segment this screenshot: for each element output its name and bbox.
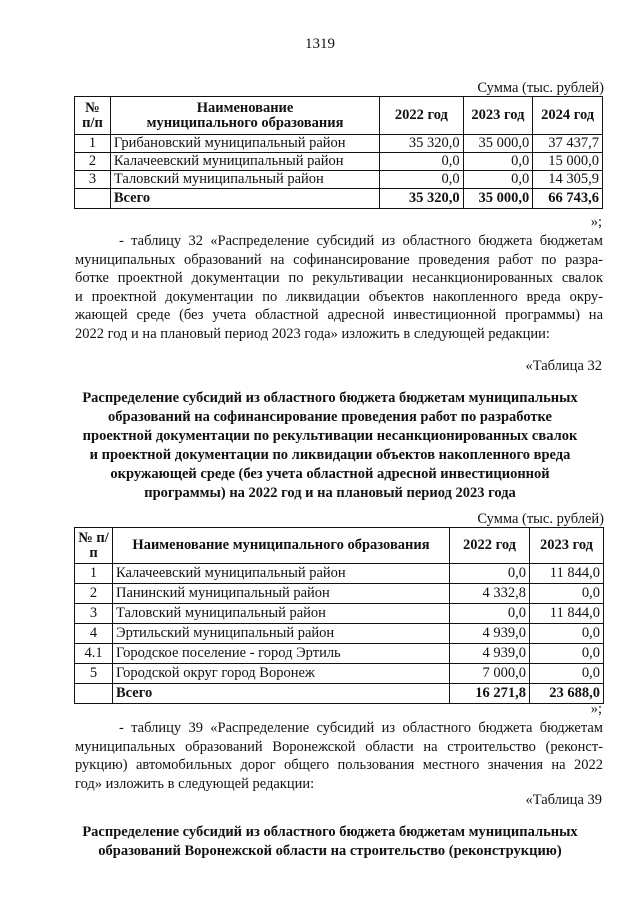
row-value-2023: 35 000,0 — [463, 135, 533, 153]
row-name: Калачеевский муниципальный район — [110, 153, 379, 171]
table-row — [75, 584, 604, 604]
paragraph-line: - таблицу 39 «Распределение субсидий из областного бюджета бюджетам — [119, 720, 603, 736]
paragraph-line: муниципальных образований на софинансирование проведения работ по разра- — [75, 251, 603, 268]
paragraph-table32-amendment — [75, 232, 603, 344]
table1-closing-quote: »; — [590, 214, 602, 230]
table-row — [75, 153, 603, 171]
row-num: 4.1 — [75, 644, 113, 664]
row-value-2023: 11 844,0 — [530, 604, 604, 624]
total-value-2023: 35 000,0 — [463, 189, 533, 209]
heading-line: программы) на 2022 год и на плановый период 2023 года — [144, 485, 516, 501]
row-value-2022: 0,0 — [450, 564, 530, 584]
table2-closing-quote: »; — [590, 701, 602, 717]
row-value-2024: 15 000,0 — [533, 153, 603, 171]
row-name: Эртильский муниципальный район — [113, 624, 450, 644]
table1-units-label: Сумма (тыс. рублей) — [477, 80, 604, 96]
row-name: Городской округ город Воронеж — [113, 664, 450, 684]
row-value-2023: 0,0 — [530, 584, 604, 604]
total-value-2024: 66 743,6 — [533, 189, 603, 209]
total-value-2022: 16 271,8 — [450, 684, 530, 704]
heading-line: образований на софинансирование проведения работ по разработке — [108, 409, 552, 425]
table2-header-2023: 2023 год — [530, 528, 604, 564]
row-num: 3 — [75, 171, 111, 189]
table-row — [75, 664, 604, 684]
row-name: Городское поселение - город Эртиль — [113, 644, 450, 664]
paragraph-line: год» изложить в следующей редакции: — [75, 775, 315, 792]
row-value-2022: 0,0 — [380, 171, 463, 189]
paragraph-line: рукцию) автомобильных дорог общего пользования местного значения на 2022 — [75, 757, 603, 774]
table32-label: «Таблица 32 — [525, 358, 602, 374]
table2-units-label: Сумма (тыс. рублей) — [477, 511, 604, 527]
heading-line: образований Воронежской области на строительство (реконструкцию) — [98, 843, 562, 859]
table39-heading — [60, 823, 600, 861]
row-num: 2 — [75, 584, 113, 604]
heading-line: окружающей среде (без учета областной адресной инвестиционной — [110, 466, 550, 482]
table2-header-2022: 2022 год — [450, 528, 530, 564]
paragraph-line: муниципальных образований Воронежской области на строительство (реконст- — [75, 738, 603, 755]
total-num — [75, 684, 113, 704]
table-row — [75, 135, 603, 153]
row-num: 1 — [75, 564, 113, 584]
row-num: 1 — [75, 135, 111, 153]
paragraph-line: и проектной документации по ликвидации объектов накопленного вреда окру- — [75, 288, 603, 305]
row-value-2022: 4 939,0 — [450, 644, 530, 664]
heading-line: Распределение субсидий из областного бюджета бюджетам муниципальных — [82, 824, 578, 840]
table1-header-2022: 2022 год — [380, 97, 463, 135]
table1-header-2023: 2023 год — [463, 97, 533, 135]
table1 — [74, 96, 603, 209]
row-value-2024: 14 305,9 — [533, 171, 603, 189]
row-value-2022: 4 939,0 — [450, 624, 530, 644]
table-row — [75, 171, 603, 189]
row-num: 5 — [75, 664, 113, 684]
table2-header-num: № п/п — [75, 528, 113, 564]
total-label: Всего — [113, 684, 450, 704]
table-row — [75, 564, 604, 584]
heading-line: и проектной документации по ликвидации объектов накопленного вреда — [89, 447, 571, 463]
row-value-2022: 0,0 — [450, 604, 530, 624]
table2 — [74, 527, 604, 704]
table-row — [75, 644, 604, 664]
row-value-2024: 37 437,7 — [533, 135, 603, 153]
table2-header-row — [75, 528, 604, 564]
table1-total-row — [75, 189, 603, 209]
row-value-2022: 7 000,0 — [450, 664, 530, 684]
paragraph-table39-amendment — [75, 719, 603, 793]
table1-header-name: Наименование муниципального образования — [110, 97, 379, 135]
heading-line: проектной документации по рекультивации несанкционированных свалок — [82, 428, 578, 444]
row-name: Таловский муниципальный район — [113, 604, 450, 624]
row-value-2022: 35 320,0 — [380, 135, 463, 153]
row-num: 2 — [75, 153, 111, 171]
row-value-2023: 11 844,0 — [530, 564, 604, 584]
table2-total-row — [75, 684, 604, 704]
paragraph-line: - таблицу 32 «Распределение субсидий из областного бюджета бюджетам — [119, 233, 603, 249]
table-row — [75, 624, 604, 644]
row-name: Таловский муниципальный район — [110, 171, 379, 189]
row-name: Калачеевский муниципальный район — [113, 564, 450, 584]
table2-header-name: Наименование муниципального образования — [113, 528, 450, 564]
paragraph-line: ботке проектной документации по рекультивации несанкционированных свалок — [75, 270, 603, 287]
total-label: Всего — [110, 189, 379, 209]
row-value-2023: 0,0 — [463, 153, 533, 171]
table1-header-2024: 2024 год — [533, 97, 603, 135]
table32-heading — [60, 389, 600, 503]
heading-line: Распределение субсидий из областного бюджета бюджетам муниципальных — [82, 390, 578, 406]
row-value-2022: 4 332,8 — [450, 584, 530, 604]
table1-header-num: № п/п — [75, 97, 111, 135]
row-value-2023: 0,0 — [530, 624, 604, 644]
row-name: Грибановский муниципальный район — [110, 135, 379, 153]
paragraph-line: жающей среде (без учета областной адресной инвестиционной программы) на — [75, 307, 603, 324]
row-value-2023: 0,0 — [530, 664, 604, 684]
total-value-2023: 23 688,0 — [530, 684, 604, 704]
page-number: 1319 — [305, 36, 335, 52]
row-name: Панинский муниципальный район — [113, 584, 450, 604]
table-row — [75, 604, 604, 624]
row-value-2022: 0,0 — [380, 153, 463, 171]
table1-header-row — [75, 97, 603, 135]
paragraph-line: 2022 год и на плановый период 2023 года» изложить в следующей редакции: — [75, 325, 550, 342]
total-value-2022: 35 320,0 — [380, 189, 463, 209]
row-value-2023: 0,0 — [463, 171, 533, 189]
table39-label: «Таблица 39 — [525, 792, 602, 808]
total-num — [75, 189, 111, 209]
row-num: 4 — [75, 624, 113, 644]
row-value-2023: 0,0 — [530, 644, 604, 664]
row-num: 3 — [75, 604, 113, 624]
